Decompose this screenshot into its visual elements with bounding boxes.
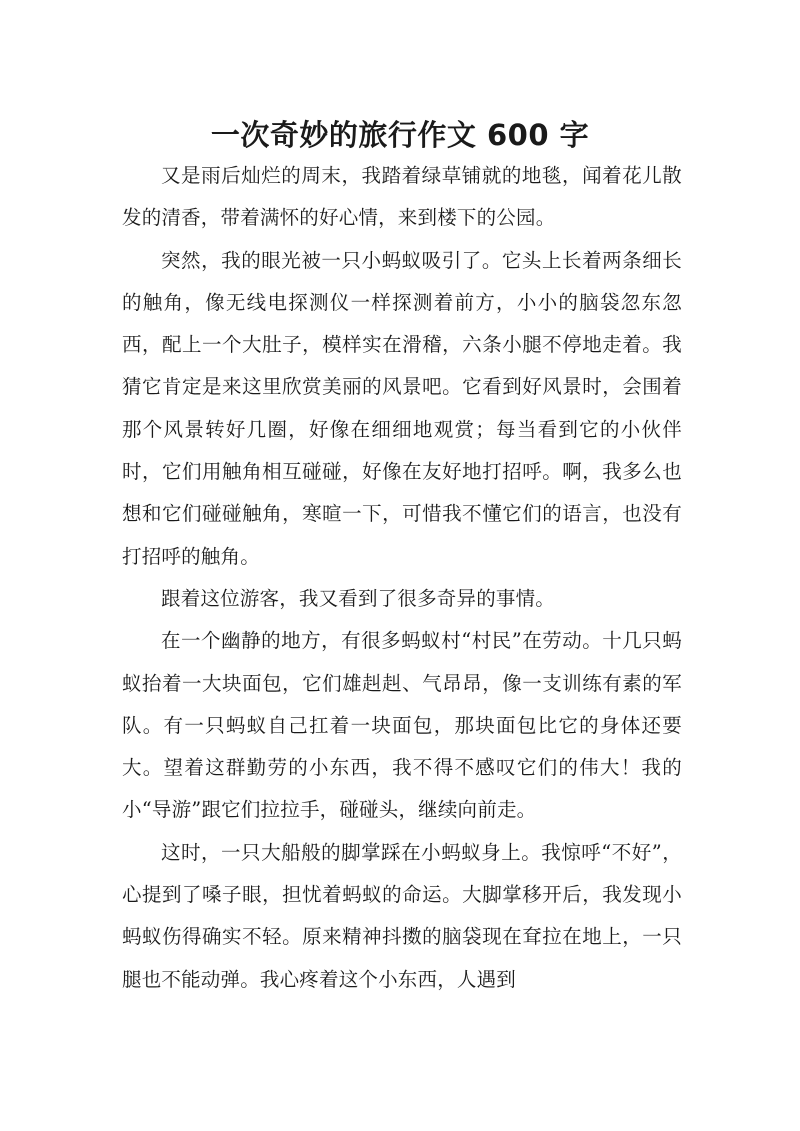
paragraph: 突然，我的眼光被一只小蚂蚁吸引了。它头上长着两条细长的触角，像无线电探测仪一样探测着前方，小小的脑袋忽东忽西，配上一个大肚子，模样实在滑稽，六条小腿不停地走着。我猜它肯定是来这里欣赏美丽的风景吧。它看到好风景时，会围着那个风景转好几圈，好像在细细地观赏；每当看到它的小伙伴时，它们用触角相互碰碰，好像在友好地打招呼。啊，我多么也想和它们碰碰触角，寒暄一下，可惜我不懂它们的语言，也没有打招呼的触角。: [122, 248, 682, 568]
document-title: 一次奇妙的旅行作文 600 字: [210, 118, 590, 153]
paragraph: 又是雨后灿烂的周末，我踏着绿草铺就的地毯，闻着花儿散发的清香，带着满怀的好心情，来到楼下的公园。: [122, 164, 682, 230]
paragraph: 这时，一只大船般的脚掌踩在小蚂蚁身上。我惊呼“不好”，心提到了嗓子眼，担忧着蚂蚁的命运。大脚掌移开后，我发现小蚂蚁伤得确实不轻。原来精神抖擞的脑袋现在耷拉在地上，一只腿也不能动弹。我心疼着这个小东西，人遇到: [122, 840, 682, 991]
document-body: [122, 155, 682, 1001]
paragraph: 跟着这位游客，我又看到了很多奇异的事情。: [161, 586, 556, 610]
paragraph: 在一个幽静的地方，有很多蚂蚁村“村民”在劳动。十几只蚂蚁抬着一大块面包，它们雄赳赳、气昂昂，像一支训练有素的军队。有一只蚂蚁自己扛着一块面包，那块面包比它的身体还要大。望着这群勤劳的小东西，我不得不感叹它们的伟大！我的小“导游”跟它们拉拉手，碰碰头，继续向前走。: [122, 629, 682, 822]
